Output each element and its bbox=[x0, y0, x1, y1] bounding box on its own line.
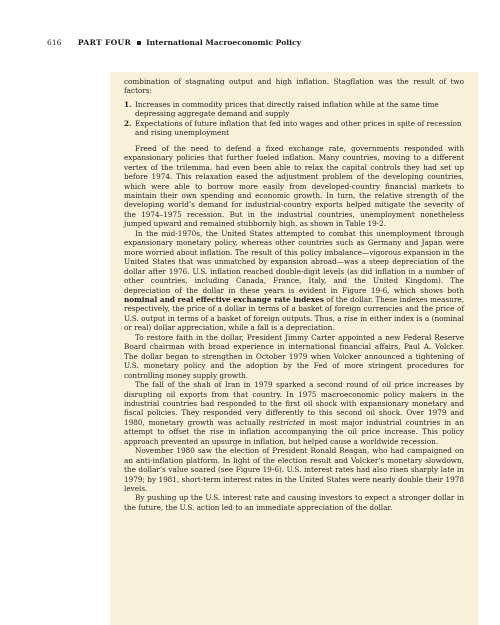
key-term: nominal and real effective exchange rate indexes bbox=[124, 294, 324, 304]
chapter-title: International Macroeconomic Policy bbox=[146, 38, 302, 47]
paragraph-dollar-depreciation bbox=[124, 229, 464, 333]
list-item bbox=[124, 100, 464, 119]
factor-list bbox=[124, 100, 464, 138]
paragraph-second-oil-shock bbox=[124, 380, 464, 446]
paragraph-volcker: To restore faith in the dollar, President Jimmy Carter appointed a new Federal Reserve Board chairman with broad experience in international financial affairs, Paul A. Volcker. The dollar began to strengthen in October 1979 when Volcker announced a tightening of U.S. monetary policy and the adoption by the Fed of more stringent procedures for controlling money supply growth. bbox=[124, 332, 464, 380]
bullet-separator bbox=[137, 41, 141, 45]
list-text: Increases in commodity prices that directly raised inflation while at the same time depressing aggregate demand and supply bbox=[135, 99, 439, 119]
case-study-text bbox=[124, 77, 464, 512]
list-text: Expectations of future inflation that fed into wages and other prices in spite of recession and rising unemployment bbox=[135, 118, 462, 138]
paragraph-text: of the dollar. These indexes measure, respectively, the price of a dollar in terms of a basket of foreign currencies and the price of U.S. output in terms of a basket of foreign outputs. Thus, a rise in either index is a (nominal or real) dollar appreciation, while a fall is a depreciation. bbox=[124, 294, 464, 333]
list-number: 2. bbox=[124, 118, 132, 128]
emphasis: restricted bbox=[268, 417, 305, 427]
intro-paragraph: combination of stagnating output and high inflation. Stagflation was the result of two factors: bbox=[124, 77, 464, 96]
list-number: 1. bbox=[124, 99, 132, 109]
paragraph-appreciation: By pushing up the U.S. interest rate and causing investors to expect a stronger dollar in the future, the U.S. action led to an immediate appreciation of the dollar. bbox=[124, 493, 464, 512]
paragraph-text: in most major industrial countries in an attempt to offset the rise in inflation accompanying the oil price increase. This policy approach prevented an upsurge in inflation, but helped cause a worldwide recession. bbox=[124, 417, 464, 446]
part-label: PART FOUR bbox=[77, 38, 132, 47]
paragraph-expansionary-policies: Freed of the need to defend a fixed exchange rate, governments responded with expansionary policies that further fueled inflation. Many countries, moving to a different vertex of the trilemma, had even been able to relax the capital controls they had set up before 1974. This relaxation eased the adjustment problem of the developing countries, which were able to borrow more easily from developed-country financial markets to maintain their own spending and economic growth. In turn, the relative strength of the developing world’s demand for industrial-country exports helped mitigate the severity of the 1974–1975 recession. But in the industrial countries, unemployment nonetheless jumped upward and remained stubbornly high, as shown in Table 19-2. bbox=[124, 143, 464, 229]
paragraph-text: The fall of the shah of Iran in 1979 sparked a second round of oil price increases by disrupting oil exports from that country. In 1975 macroeconomic policy makers in the industrial countries had responded to the first oil shock with expansionary monetary and fiscal policies. They responded very differently to this second oil shock. Over 1979 and 1980, monetary growth was actually bbox=[124, 380, 464, 427]
paragraph-reagan: November 1980 saw the election of President Ronald Reagan, who had campaigned on an anti-inflation platform. In light of the election result and Volcker’s monetary slowdown, the dollar’s value soared (see Figure 19-6). U.S. interest rates had also risen sharply late in 1979; by 1981, short-term interest rates in the United States were nearly double their 1978 levels. bbox=[124, 446, 464, 494]
running-head bbox=[47, 38, 301, 47]
list-item bbox=[124, 119, 464, 138]
page-number: 616 bbox=[47, 38, 62, 47]
paragraph-text: In the mid-1970s, the United States attempted to combat this unemployment through expansionary monetary policy, whereas other countries such as Germany and Japan were more worried about inflation. The result of this policy imbalance—vigorous expansion in the United States that was unmatched by expansion abroad—was a steep depreciation of the dollar after 1976. U.S. inflation reached double-digit levels (as did inflation in a number of other countries, including Canada, France, Italy, and the United Kingdom). The depreciation of the dollar in these years is evident in Figure 19-6, which shows both bbox=[124, 228, 464, 295]
